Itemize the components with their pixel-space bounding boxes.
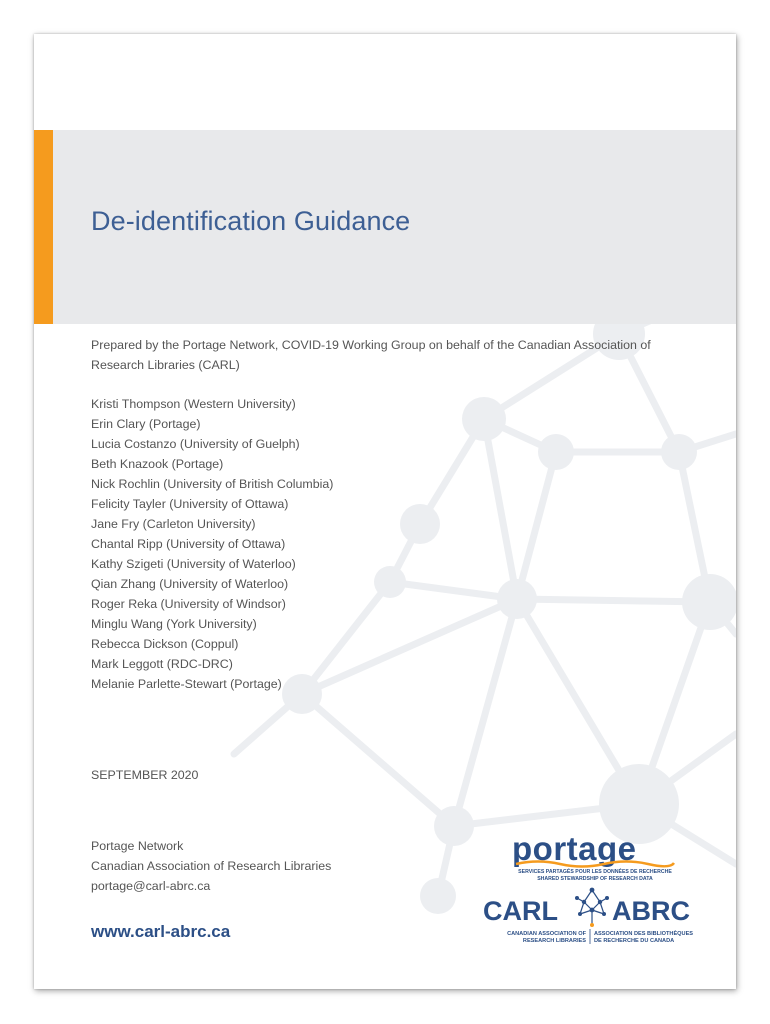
accent-bar (34, 130, 53, 324)
carl-abrc-logo (481, 884, 703, 948)
abrc-subtitle-line1: ASSOCIATION DES BIBLIOTHÈQUES (594, 931, 694, 937)
report-cover-page (34, 34, 736, 989)
contact-association: Canadian Association of Research Libraries (91, 859, 332, 873)
author-item: Mark Leggott (RDC-DRC) (91, 657, 233, 671)
author-item: Beth Knazook (Portage) (91, 457, 224, 471)
author-list (91, 394, 333, 694)
author-item: Melanie Parlette-Stewart (Portage) (91, 677, 282, 691)
author-item: Jane Fry (Carleton University) (91, 517, 256, 531)
prepared-by-text: Prepared by the Portage Network, COVID-19 Working Group on behalf of the Canadian Association of Research Libraries (CARL) (91, 338, 651, 372)
publication-date: SEPTEMBER 2020 (91, 768, 199, 782)
author-item: Erin Clary (Portage) (91, 417, 201, 431)
contact-block (91, 836, 331, 896)
author-item: Rebecca Dickson (Coppul) (91, 637, 239, 651)
author-item: Felicity Tayler (University of Ottawa) (91, 497, 289, 511)
carl-subtitle-line1: CANADIAN ASSOCIATION OF (507, 931, 586, 937)
portage-wordmark: portage (512, 830, 637, 867)
website-link[interactable]: www.carl-abrc.ca (91, 922, 231, 941)
contact-organization: Portage Network (91, 839, 184, 853)
abrc-wordmark: ABRC (612, 896, 690, 926)
author-item: Chantal Ripp (University of Ottawa) (91, 537, 286, 551)
carl-wordmark: CARL (483, 896, 558, 926)
maple-leaf-network-icon (577, 890, 607, 924)
portage-tagline-en: SHARED STEWARDSHIP OF RESEARCH DATA (537, 876, 653, 882)
author-item: Lucia Costanzo (University of Guelph) (91, 437, 300, 451)
author-item: Kathy Szigeti (University of Waterloo) (91, 557, 296, 571)
portage-logo (510, 826, 680, 886)
portage-tagline-fr: SERVICES PARTAGÉS POUR LES DONNÉES DE RECHERCHE (518, 869, 672, 875)
author-item: Roger Reka (University of Windsor) (91, 597, 286, 611)
abrc-subtitle-line2: DE RECHERCHE DU CANADA (594, 938, 675, 944)
author-item: Minglu Wang (York University) (91, 617, 257, 631)
author-item: Qian Zhang (University of Waterloo) (91, 577, 289, 591)
author-item: Kristi Thompson (Western University) (91, 397, 296, 411)
contact-email[interactable]: portage@carl-abrc.ca (91, 879, 211, 893)
document-title: De-identification Guidance (91, 206, 411, 236)
author-item: Nick Rochlin (University of British Columbia) (91, 477, 334, 491)
carl-subtitle-line2: RESEARCH LIBRARIES (522, 938, 586, 944)
